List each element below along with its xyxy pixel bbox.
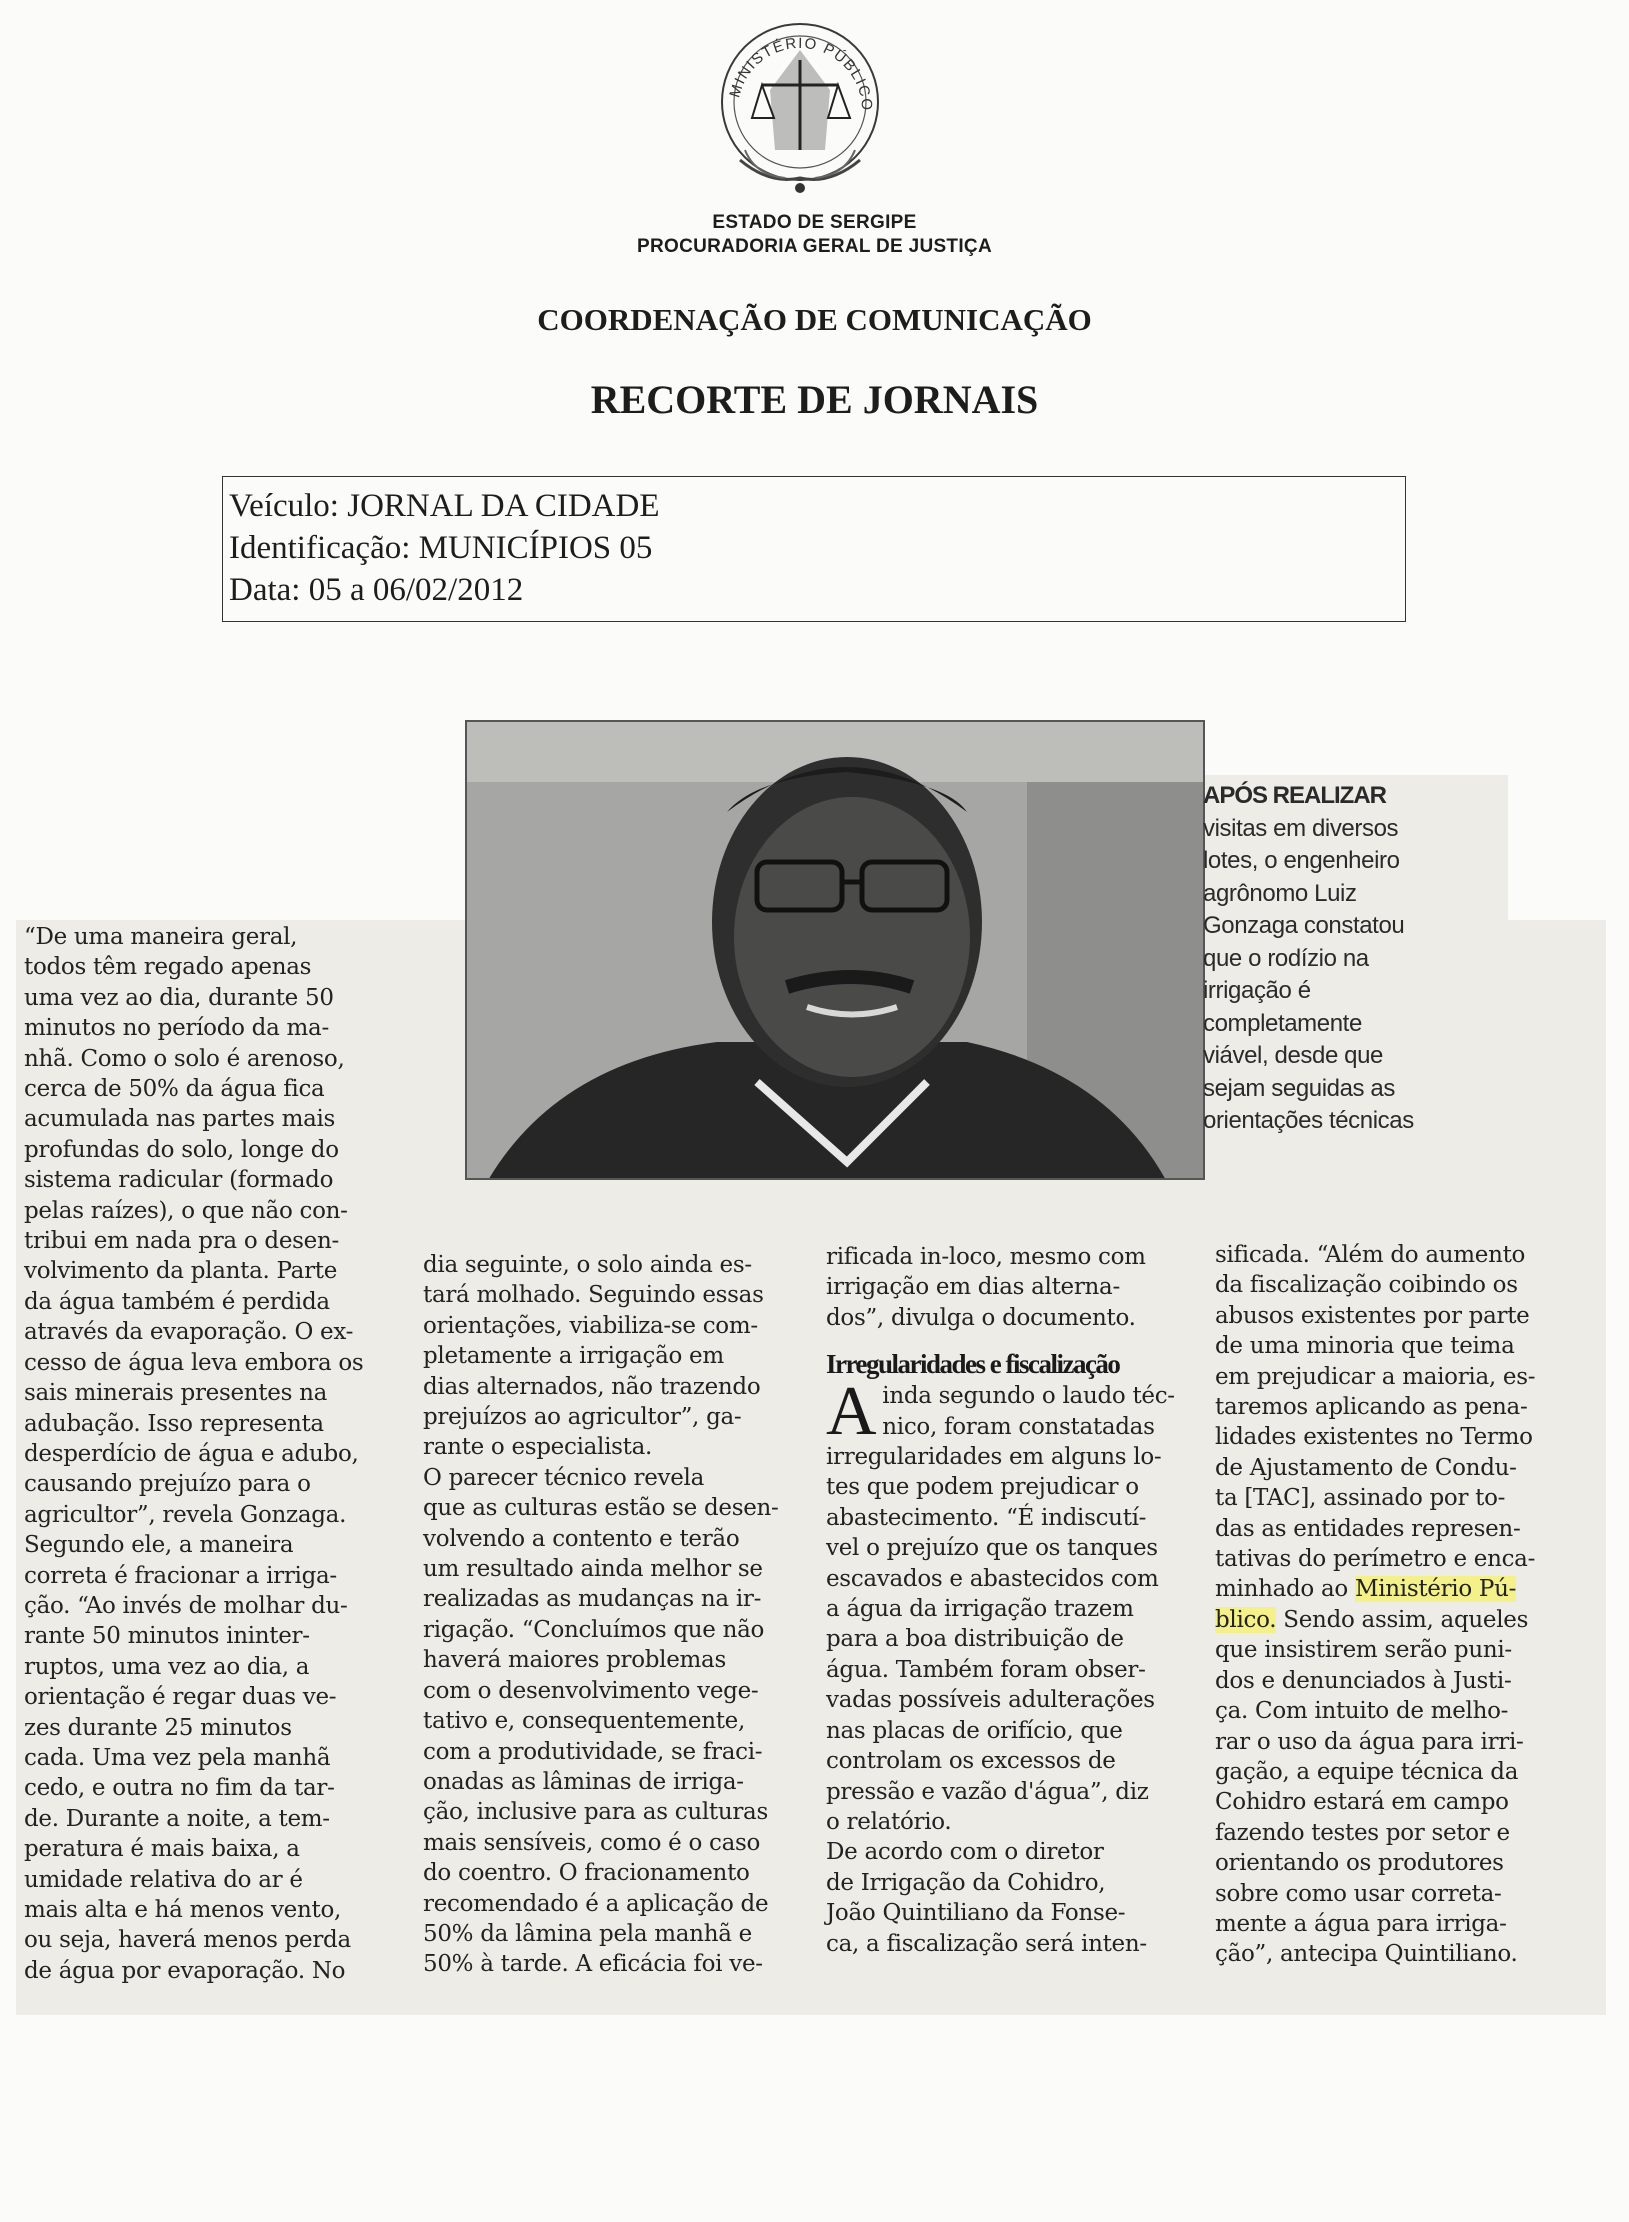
- department-title: COORDENAÇÃO DE COMUNICAÇÃO: [537, 302, 1092, 337]
- article-line: a água da irrigação trazem: [826, 1596, 1134, 1623]
- article-line: da água também é perdida: [24, 1288, 330, 1315]
- article-line: cesso de água leva embora os: [24, 1349, 364, 1376]
- article-line: sistema radicular (formado: [24, 1167, 334, 1194]
- article-line: haverá maiores problemas: [423, 1647, 726, 1674]
- article-line: acumulada nas partes mais: [24, 1106, 336, 1133]
- article-line: cedo, e outra no fim da tar-: [24, 1775, 335, 1802]
- article-line: uma vez ao dia, durante 50: [24, 984, 334, 1011]
- article-line: pelas raízes), o que não con-: [24, 1197, 348, 1224]
- highlighted-text: Ministério Pú-: [1354, 1576, 1517, 1603]
- article-line: água. Também foram obser-: [826, 1656, 1146, 1683]
- article-line: abusos existentes por parte: [1215, 1302, 1530, 1329]
- article-line: cerca de 50% da água fica: [24, 1076, 325, 1103]
- caption-line: irrigação é: [1203, 977, 1311, 1004]
- article-line: ruptos, uma vez ao dia, a: [24, 1653, 310, 1680]
- article-line: vadas possíveis adulterações: [826, 1687, 1155, 1714]
- article-column-4: [1215, 1240, 1600, 1970]
- article-line: profundas do solo, longe do: [24, 1136, 339, 1163]
- article-line: ta [TAC], assinado por to-: [1215, 1485, 1506, 1512]
- article-line: tará molhado. Seguindo essas: [423, 1282, 764, 1309]
- portrait-illustration: [467, 722, 1205, 1180]
- article-line: dos e denunciados à Justi-: [1215, 1667, 1512, 1694]
- article-line: rante 50 minutos ininter-: [24, 1623, 310, 1650]
- article-line: da fiscalização coibindo os: [1215, 1272, 1518, 1299]
- article-line: minutos no período da ma-: [24, 1015, 329, 1042]
- article-line: rar o uso da água para irri-: [1215, 1728, 1524, 1755]
- article-line: orientações, viabiliza-se com-: [423, 1312, 758, 1339]
- office-name: PROCURADORIA GERAL DE JUSTIÇA: [637, 236, 992, 257]
- article-line: pletamente a irrigação em: [423, 1343, 724, 1370]
- article-line: mais alta e há menos vento,: [24, 1897, 341, 1923]
- article-line: sificada. “Além do aumento: [1215, 1242, 1526, 1268]
- article-line: em prejudicar a maioria, es-: [1215, 1363, 1536, 1390]
- article-line: onadas as lâminas de irriga-: [423, 1768, 744, 1795]
- drop-cap: A: [826, 1373, 877, 1451]
- article-line: de. Durante a noite, a tem-: [24, 1805, 330, 1832]
- caption-line: sejam seguidas as: [1203, 1074, 1395, 1102]
- article-line: irregularidades em alguns lo-: [826, 1444, 1162, 1471]
- article-line: de Ajustamento de Condu-: [1215, 1454, 1517, 1481]
- article-line: irrigação em dias alterna-: [826, 1274, 1120, 1301]
- article-line: ção. “Ao invés de molhar du-: [24, 1592, 348, 1619]
- caption-line: agrônomo Luiz: [1203, 879, 1357, 907]
- article-line: de Irrigação da Cohidro,: [826, 1869, 1106, 1896]
- article-line: De acordo com o diretor: [826, 1839, 1104, 1866]
- article-line: abastecimento. “É indiscutí-: [826, 1504, 1147, 1531]
- article-line: do coentro. O fracionamento: [423, 1860, 750, 1887]
- article-line: lidades existentes no Termo: [1215, 1424, 1533, 1451]
- article-line: escavados e abastecidos com: [826, 1565, 1159, 1592]
- article-line: causando prejuízo para o: [24, 1471, 311, 1498]
- article-line: orientando os produtores: [1215, 1850, 1504, 1877]
- article-line: ção, inclusive para as culturas: [423, 1799, 768, 1826]
- article-line: rigação. “Concluímos que não: [423, 1616, 765, 1643]
- article-line: zes durante 25 minutos: [24, 1714, 292, 1741]
- article-line: 50% à tarde. A eficácia foi ve-: [423, 1951, 763, 1978]
- caption-lead: APÓS REALIZAR: [1203, 782, 1387, 809]
- caption-line: lotes, o engenheiro: [1203, 847, 1400, 874]
- article-line: cada. Uma vez pela manhã: [24, 1744, 331, 1771]
- article-line: inda segundo o laudo téc-: [882, 1383, 1175, 1410]
- article-line: blico. Sendo assim, aqueles: [1215, 1606, 1529, 1633]
- article-line: realizadas as mudanças na ir-: [423, 1586, 762, 1613]
- article-line: através da evaporação. O ex-: [24, 1319, 354, 1346]
- article-line: nico, foram constatadas: [882, 1413, 1155, 1440]
- vehicle-field: Veículo: JORNAL DA CIDADE: [229, 488, 660, 524]
- page-title: RECORTE DE JORNAIS: [590, 377, 1039, 422]
- article-line: com o desenvolvimento vege-: [423, 1677, 759, 1704]
- article-line: ou seja, haverá menos perda: [24, 1927, 351, 1954]
- article-line: dias alternados, não trazendo: [423, 1373, 761, 1400]
- article-line: nhã. Como o solo é arenoso,: [24, 1045, 345, 1072]
- article-line: rificada in-loco, mesmo com: [826, 1244, 1146, 1270]
- article-column-1: [24, 922, 399, 1986]
- article-line: desperdício de água e adubo,: [24, 1440, 359, 1467]
- article-line: controlam os excessos de: [826, 1748, 1116, 1775]
- article-line: todos têm regado apenas: [24, 954, 312, 981]
- date-field: Data: 05 a 06/02/2012: [229, 572, 524, 608]
- article-line: tativo e, consequentemente,: [423, 1708, 746, 1735]
- article-line: volvendo a contento e terão: [423, 1525, 740, 1552]
- article-line: que insistirem serão puni-: [1215, 1637, 1512, 1664]
- article-line: tribui em nada pra o desen-: [24, 1228, 339, 1255]
- identification-field: Identificação: MUNICÍPIOS 05: [229, 530, 653, 566]
- article-column-3: [826, 1242, 1201, 1959]
- article-line: dia seguinte, o solo ainda es-: [423, 1252, 752, 1278]
- article-line: 50% da lâmina pela manhã e: [423, 1920, 752, 1947]
- clipping-info-box: [222, 476, 1406, 622]
- caption-line: viável, desde que: [1203, 1042, 1383, 1069]
- article-line: sais minerais presentes na: [24, 1380, 328, 1407]
- state-name: ESTADO DE SERGIPE: [712, 212, 917, 233]
- photo-caption: [1203, 780, 1503, 1190]
- article-line: fazendo testes por setor e: [1215, 1819, 1510, 1846]
- caption-line: completamente: [1203, 1009, 1362, 1037]
- article-line: tativas do perímetro e enca-: [1215, 1546, 1536, 1573]
- article-line: com a produtividade, se fraci-: [423, 1738, 763, 1765]
- article-photo: [465, 720, 1205, 1180]
- article-line: O parecer técnico revela: [423, 1464, 705, 1491]
- caption-line: Gonzaga constatou: [1203, 912, 1405, 939]
- article-line: ca, a fiscalização será inten-: [826, 1930, 1147, 1957]
- article-line: prejuízos ao agricultor”, ga-: [423, 1404, 742, 1431]
- article-line: umidade relativa do ar é: [24, 1866, 303, 1893]
- article-line: Cohidro estará em campo: [1215, 1789, 1509, 1816]
- article-line: mente a água para irriga-: [1215, 1910, 1507, 1937]
- article-line: orientação é regar duas ve-: [24, 1684, 337, 1711]
- article-line: que as culturas estão se desen-: [423, 1495, 779, 1522]
- caption-line: que o rodízio na: [1203, 944, 1369, 972]
- article-line: das as entidades represen-: [1215, 1515, 1521, 1542]
- article-line: adubação. Isso representa: [24, 1410, 324, 1437]
- article-line: tes que podem prejudicar o: [826, 1474, 1139, 1501]
- article-line: nas placas de orifício, que: [826, 1717, 1123, 1744]
- article-line: volvimento da planta. Parte: [24, 1258, 338, 1285]
- caption-line: orientações técnicas: [1203, 1107, 1414, 1134]
- highlighted-text: blico.: [1215, 1606, 1277, 1633]
- article-line: de água por evaporação. No: [24, 1957, 346, 1984]
- article-line: gação, a equipe técnica da: [1215, 1758, 1519, 1785]
- article-line: ção”, antecipa Quintiliano.: [1215, 1941, 1518, 1968]
- article-line: João Quintiliano da Fonse-: [826, 1900, 1126, 1927]
- article-line: vel o prejuízo que os tanques: [826, 1535, 1158, 1562]
- section-subhead: Irregularidades e fiscalização: [826, 1349, 1120, 1380]
- article-line: minhado ao Ministério Pú-: [1215, 1576, 1517, 1603]
- ministerio-publico-seal: [700, 10, 900, 210]
- article-line: o relatório.: [826, 1808, 952, 1835]
- article-column-2: [423, 1250, 801, 1980]
- article-line: taremos aplicando as pena-: [1215, 1394, 1528, 1421]
- seal-text: MINISTÉRIO PÚBLICO: [726, 34, 876, 113]
- article-line: Segundo ele, a maneira: [24, 1532, 294, 1559]
- article-line: de uma minoria que teima: [1215, 1333, 1515, 1360]
- article-line: sobre como usar correta-: [1215, 1880, 1502, 1907]
- article-line: correta é fracionar a irriga-: [24, 1562, 337, 1589]
- article-line: para a boa distribuição de: [826, 1626, 1124, 1653]
- article-line: um resultado ainda melhor se: [423, 1556, 763, 1583]
- article-line: pressão e vazão d'água”, diz: [826, 1778, 1149, 1805]
- article-line: mais sensíveis, como é o caso: [423, 1829, 761, 1856]
- article-line: rante o especialista.: [423, 1434, 653, 1461]
- article-line: agricultor”, revela Gonzaga.: [24, 1501, 347, 1528]
- caption-line: visitas em diversos: [1203, 814, 1399, 842]
- article-line: recomendado é a aplicação de: [423, 1890, 769, 1917]
- article-line: dos”, divulga o documento.: [826, 1304, 1136, 1331]
- article-line: ça. Com intuito de melho-: [1215, 1698, 1509, 1725]
- article-line: “De uma maneira geral,: [24, 924, 298, 950]
- article-line: peratura é mais baixa, a: [24, 1836, 300, 1863]
